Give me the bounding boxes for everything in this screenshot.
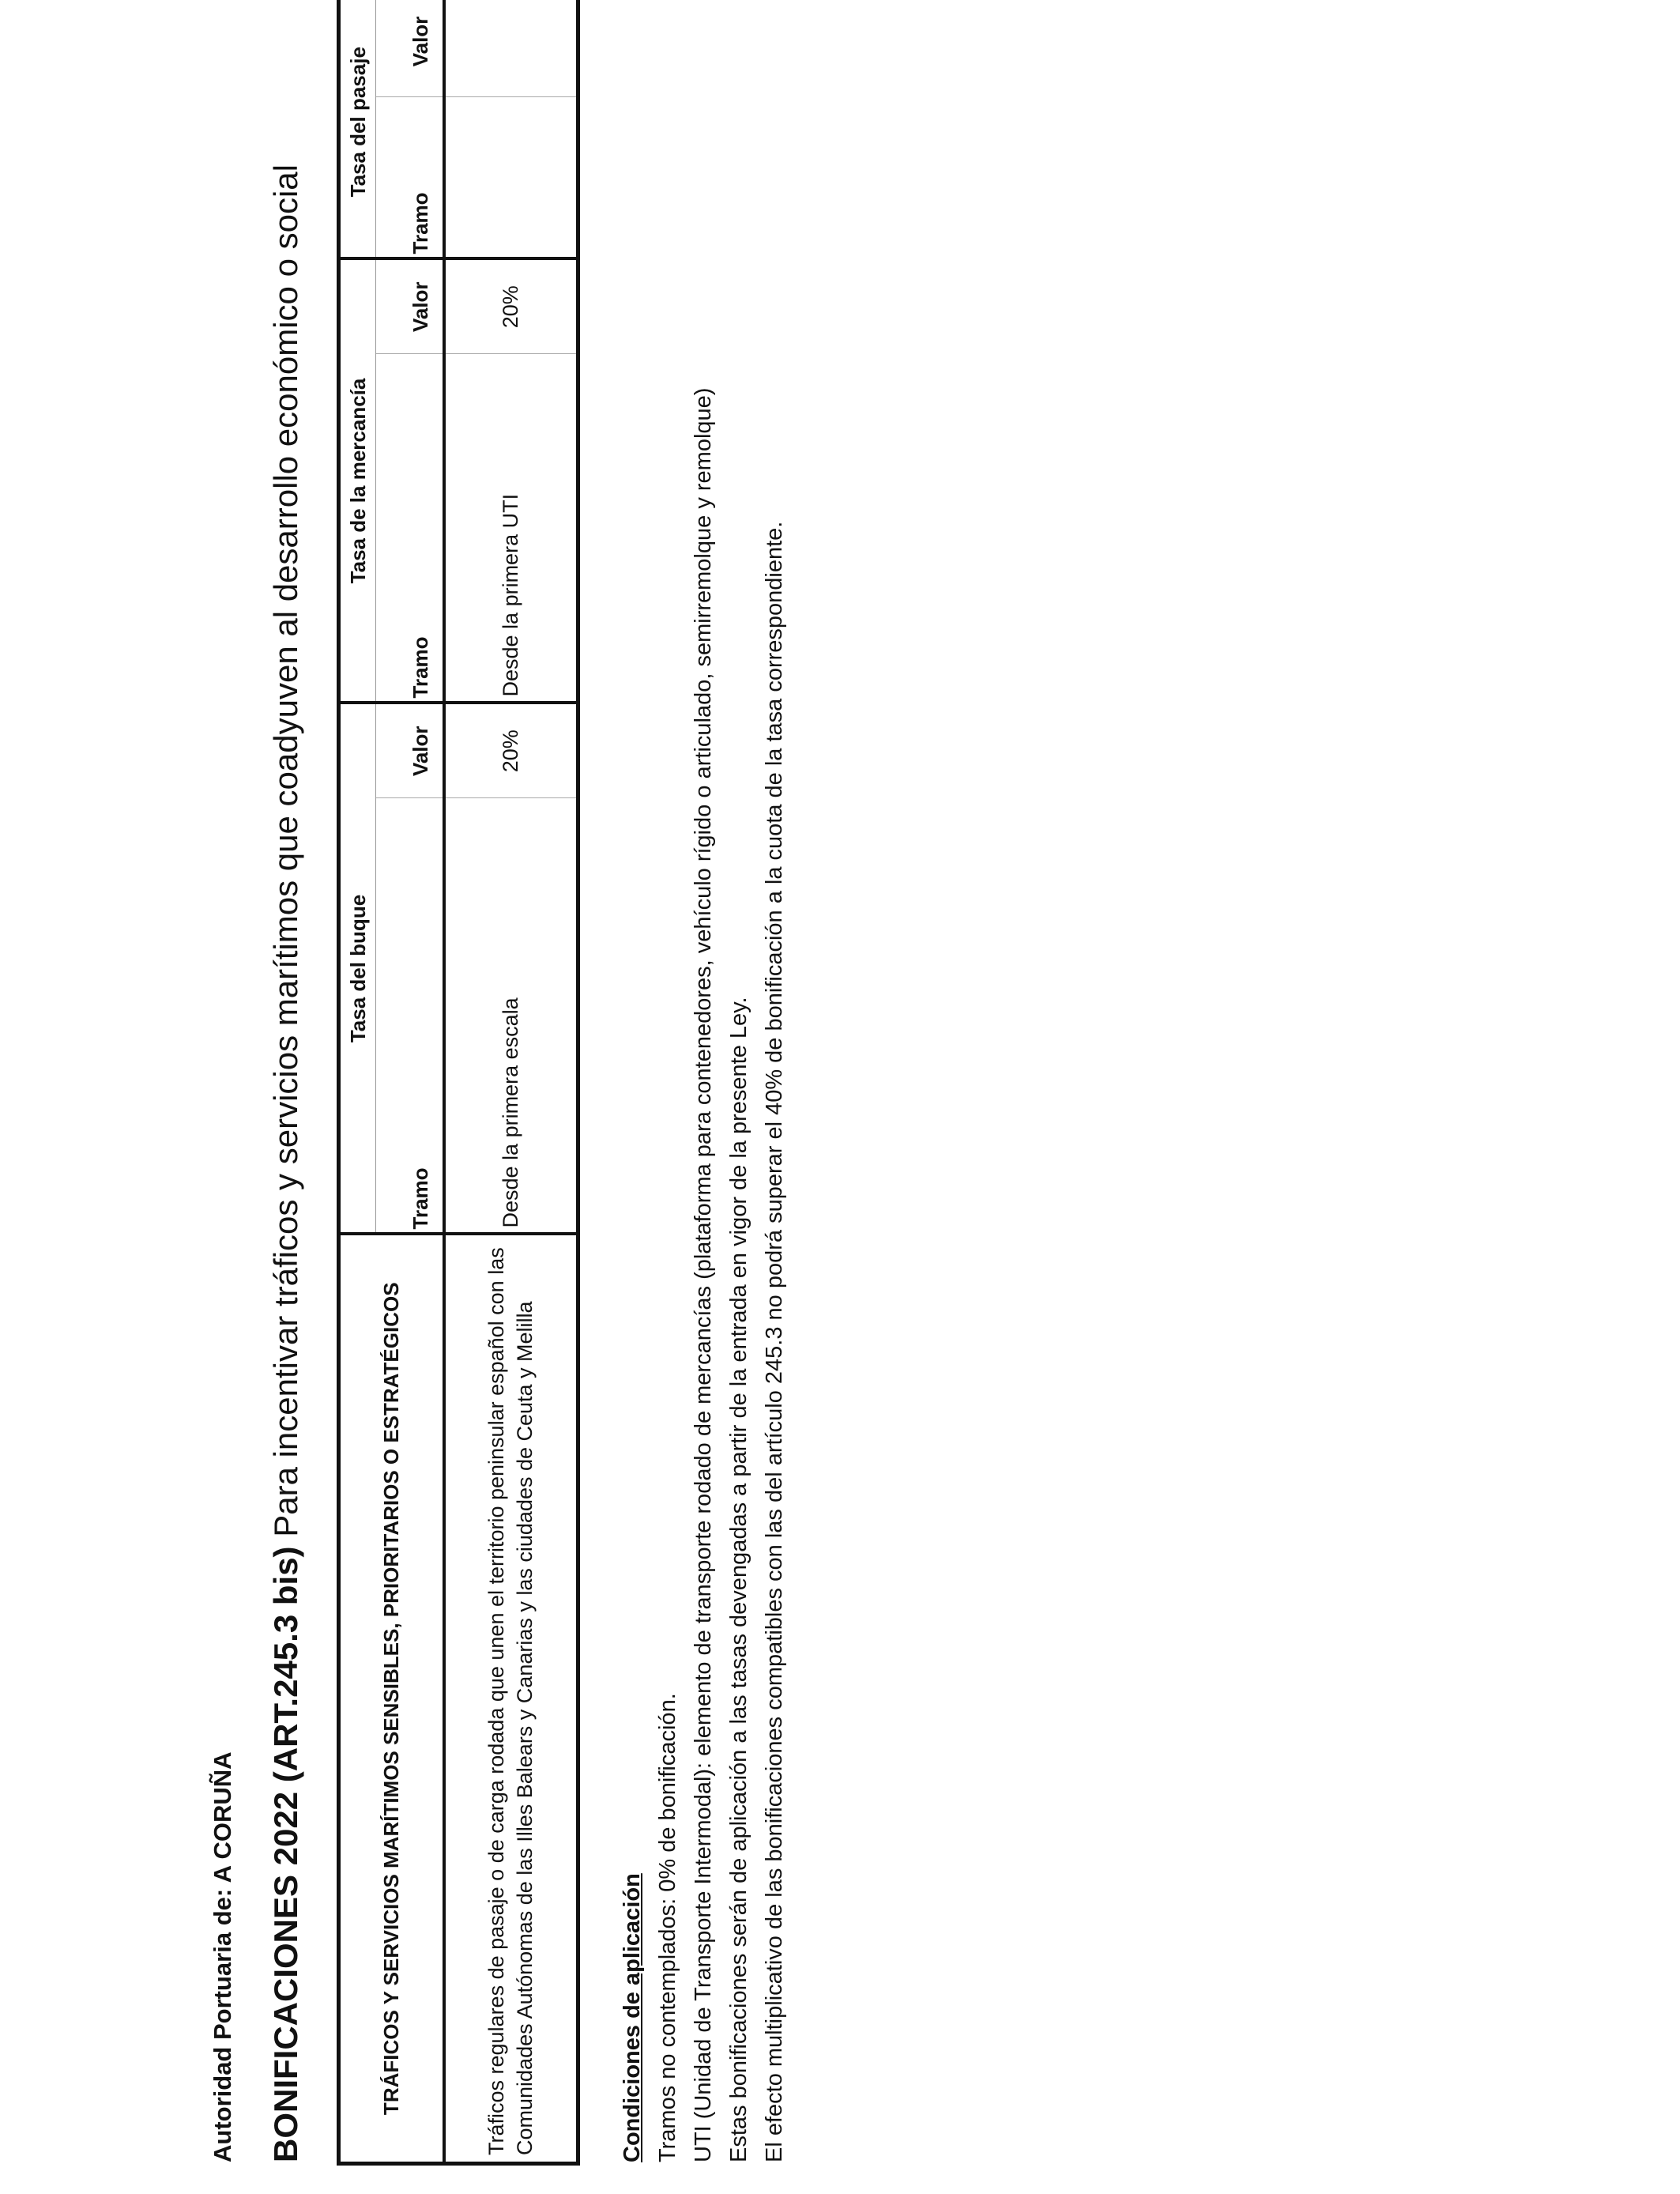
condition-line: UTI (Unidad de Transporte Intermodal): elemento de transporte rodado de mercancías (plataforma para contenedores, vehículo rígido o articulado, semirremolque y remolque) [691, 387, 716, 2162]
header-tasa-mercancia: Tasa de la mercancía [339, 258, 376, 703]
condition-line: Estas bonificaciones serán de aplicación a las tasas devengadas a partir de la entrada en vigor de la presente Ley. [726, 997, 751, 2162]
condition-line: El efecto multiplicativo de las bonificaciones compatibles con las del artículo 245.3 no podrá superar el 40% de bonificación a la cuota de la tasa correspondiente. [762, 521, 787, 2162]
header-tasa-pasaje: Tasa del pasaje [339, 0, 376, 258]
buque-valor-value: 20% [444, 703, 578, 798]
bonificaciones-table [337, 0, 580, 2166]
header-mercancia-valor: Valor [376, 258, 445, 353]
table-row [444, 0, 578, 2164]
conditions-title: Condiciones de aplicación [620, 1873, 645, 2162]
pasaje-tramo-value [444, 96, 578, 258]
header-mercancia-tramo: Tramo [376, 354, 445, 703]
header-buque-tramo: Tramo [376, 798, 445, 1235]
document-title-bold: BONIFICACIONES 2022 (ART.245.3 bis) [267, 1546, 304, 2162]
header-buque-valor: Valor [376, 703, 445, 798]
document-title-rest: Para incentivar tráficos y servicios marítimos que coadyuven al desarrollo económico o social [267, 164, 304, 1547]
header-traficos: TRÁFICOS Y SERVICIOS MARÍTIMOS SENSIBLES, PRIORITARIOS O ESTRATÉGICOS [339, 1235, 445, 2164]
trafico-description: Tráficos regulares de pasaje o de carga rodada que unen el territorio peninsular español con las Comunidades Autónomas de las Illes Balears y Canarias y las ciudades de Ceuta y Melilla [444, 1235, 578, 2164]
conditions-section [615, 388, 793, 2162]
document-title [267, 164, 305, 2162]
header-tasa-buque: Tasa del buque [339, 703, 376, 1235]
buque-tramo-value: Desde la primera escala [444, 798, 578, 1235]
header-pasaje-valor: Valor [376, 0, 445, 96]
port-authority-heading: Autoridad Portuaria de: A CORUÑA [209, 1751, 236, 2162]
condition-line: Tramos no contemplados: 0% de bonificación. [655, 1693, 680, 2162]
header-pasaje-tramo: Tramo [376, 96, 445, 258]
mercancia-tramo-value: Desde la primera UTI [444, 354, 578, 703]
mercancia-valor-value: 20% [444, 258, 578, 353]
pasaje-valor-value [444, 0, 578, 96]
